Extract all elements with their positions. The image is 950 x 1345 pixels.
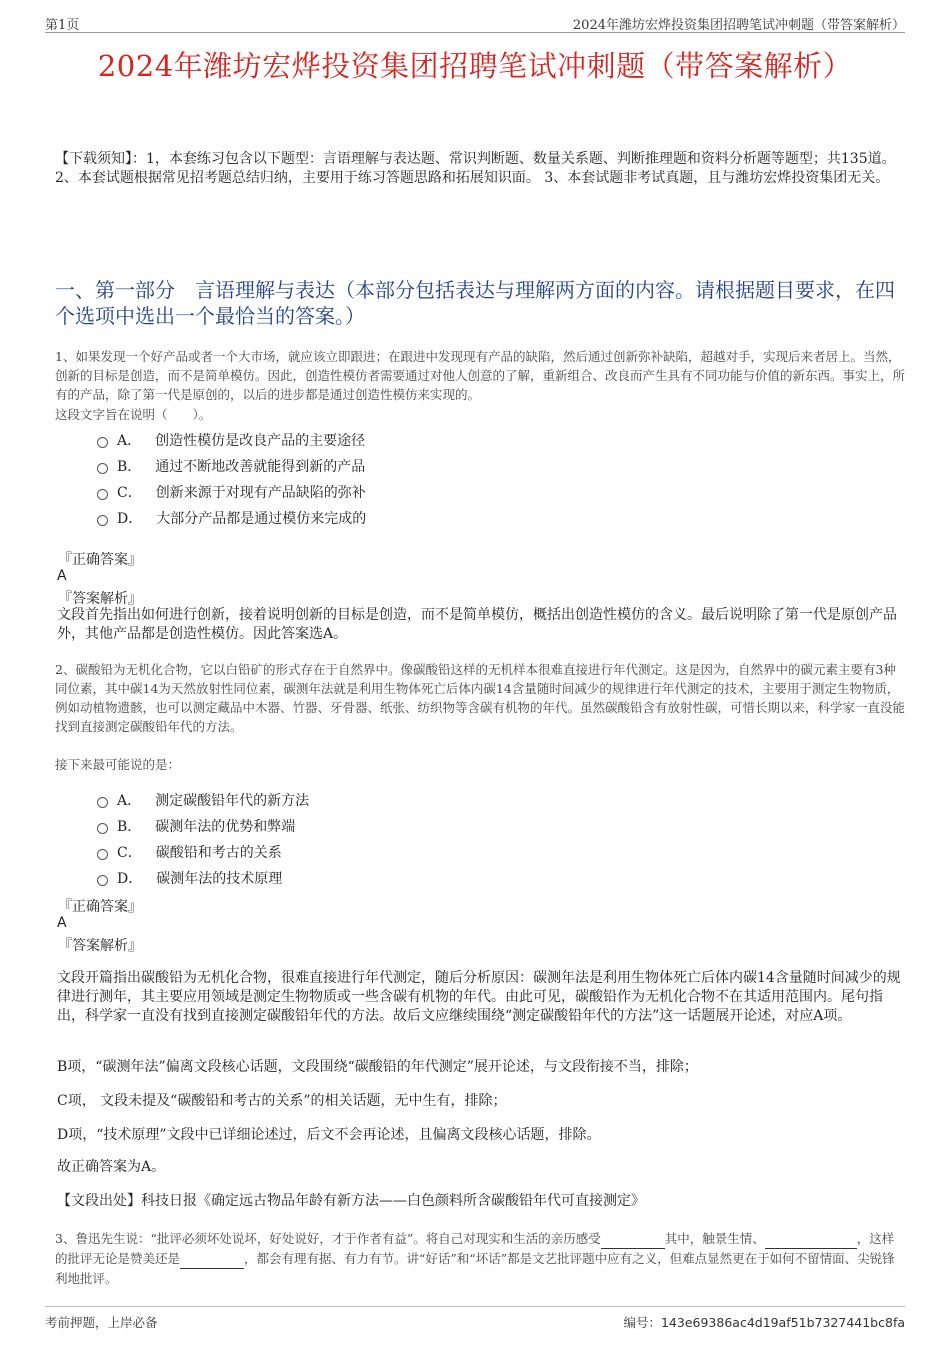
radio-button[interactable] [97, 797, 108, 808]
q2-option-a[interactable]: A． 测定碳酸铅年代的新方法 [97, 790, 309, 810]
q3-stem: 3、鲁迅先生说：“批评必须坏处说坏，好处说好，才于作者有益”。将自己对现实和生活的亲历感受 其中，触景生情、 ，这样的批评无论是赞美还是 ，都会有理有据、有力有节。讲“好话”和“坏话”都是文艺批评题中应有之义，但难点显然更在于如何不留情面、尖锐锋利地批评。 [55, 1231, 895, 1286]
document-title: 2024年潍坊宏烨投资集团招聘笔试冲刺题（带答案解析） [97, 49, 853, 83]
footer-divider [45, 1306, 905, 1307]
q2-answer: A [57, 915, 67, 931]
q2-option-b[interactable]: B． 碳测年法的优势和弊端 [97, 816, 295, 836]
q1-stem: 1、如果发现一个好产品或者一个大市场，就应该立即跟进；在跟进中发现现有产品的缺陷，然后通过创新弥补缺陷，超越对手，实现后来者居上。当然，创新的目标是创造，而不是简单模仿。因此，创造性模仿者需要通过对他人创意的了解，重新组合、改良而产生具有不同功能与价值的新东西。事实上，所有的产品，除了第一代是原创的，以后的进步都是通过创造性模仿来实现的。 [55, 349, 906, 402]
section-heading: 一、第一部分 言语理解与表达（本部分包括表达与理解两方面的内容。请根据题目要求，在四个选项中选出一个最恰当的答案。） [55, 278, 895, 328]
radio-button[interactable] [97, 463, 108, 474]
radio-button[interactable] [97, 489, 108, 500]
radio-button[interactable] [97, 823, 108, 834]
q2-stem: 2、碳酸铅为无机化合物，它以白铅矿的形式存在于自然界中。像碳酸铅这样的无机样本很难直接进行年代测定。这是因为，自然界中的碳元素主要有3种同位素，其中碳14为天然放射性同位素，碳测年法就是利用生物体死亡后体内碳14含量随时间减少的规律进行年代测定的技术，主要用于测定生物物质，例如动植物遗骸，也可以测定藏品中木器、竹器、牙骨器、纸张、纺织物等含碳有机物的年代。虽然碳酸铅含有放射性碳，可惜长期以来，科学家一直没能找到直接测定碳酸铅年代的方法。 [55, 662, 906, 734]
radio-button[interactable] [97, 515, 108, 526]
q2-option-d[interactable]: D． 碳测年法的技术原理 [97, 868, 282, 888]
fill-blank[interactable] [765, 1229, 857, 1249]
q1-option-b[interactable]: B． 通过不断地改善就能得到新的产品 [97, 456, 365, 476]
q1-option-a[interactable]: A． 创造性模仿是改良产品的主要途径 [97, 430, 365, 450]
q2-analysis-main: 文段开篇指出碳酸铅为无机化合物，很难直接进行年代测定，随后分析原因：碳测年法是利用生物体死亡后体内碳14含量随时间减少的规律进行测年，其主要应用领域是测定生物物质或一些含碳有机物的年代。由此可见，碳酸铅作为无机化合物不在其适用范围内。尾句指出，科学家一直没有找到直接测定碳酸铅年代的方法。故后文应继续围绕“测定碳酸铅年代的方法”这一话题展开论述，对应A项。 [57, 970, 901, 1024]
q2-conclusion: 故正确答案为A。 [57, 1159, 166, 1175]
q1-option-c[interactable]: C． 创新来源于对现有产品缺陷的弥补 [97, 482, 366, 502]
running-title: 2024年潍坊宏烨投资集团招聘笔试冲刺题（带答案解析） [572, 18, 905, 33]
page-number: 第1页 [45, 18, 80, 33]
radio-button[interactable] [97, 437, 108, 448]
q2-analysis-b: B项，“碳测年法”偏离文段核心话题，文段围绕“碳酸铅的年代测定”展开论述，与文段衔接不当，排除； [57, 1059, 698, 1075]
q2-analysis-d: D项，“技术原理”文段中已详细论述过，后文不会再论述，且偏离文段核心话题，排除。 [57, 1127, 601, 1143]
q2-source: 【文段出处】科技日报《确定远古物品年龄有新方法——白色颜料所含碳酸铅年代可直接测定》 [57, 1193, 645, 1209]
q1-ask: 这段文字旨在说明（ ）。 [55, 407, 212, 422]
q2-answer-label: 『正确答案』 [58, 899, 142, 915]
fill-blank[interactable] [180, 1249, 244, 1269]
footer-serial: 编号：143e69386ac4d19af51b7327441bc8fa [623, 1315, 905, 1330]
q1-answer: A [57, 568, 67, 584]
fill-blank[interactable] [601, 1229, 665, 1249]
radio-button[interactable] [97, 849, 108, 860]
q1-option-d[interactable]: D． 大部分产品都是通过模仿来完成的 [97, 508, 366, 528]
q1-analysis-label: 『答案解析』 [58, 591, 142, 607]
download-notice: 【下载须知】：1，本套练习包含以下题型：言语理解与表达题、常识判断题、数量关系题、判断推理题和资料分析题等题型；共135道。 2、本套试题根据常见招考题总结归纳，主要用于练习答题思路和拓展知识面。 3、本套试题非考试真题，且与潍坊宏烨投资集团无关。 [55, 151, 896, 186]
radio-button[interactable] [97, 875, 108, 886]
q2-ask: 接下来最可能说的是： [55, 757, 181, 772]
footer-slogan: 考前押题，上岸必备 [45, 1315, 158, 1330]
q2-analysis-label: 『答案解析』 [58, 938, 142, 954]
page-header [45, 12, 905, 33]
q1-answer-label: 『正确答案』 [58, 552, 142, 568]
q1-analysis: 文段首先指出如何进行创新，接着说明创新的目标是创造，而不是简单模仿，概括出创造性模仿的含义。最后说明除了第一代是原创产品外，其他产品都是创造性模仿。因此答案选A。 [57, 607, 897, 642]
q2-option-c[interactable]: C． 碳酸铅和考古的关系 [97, 842, 282, 862]
q2-analysis-c: C项， 文段未提及“碳酸铅和考古的关系”的相关话题，无中生有，排除； [57, 1093, 507, 1109]
